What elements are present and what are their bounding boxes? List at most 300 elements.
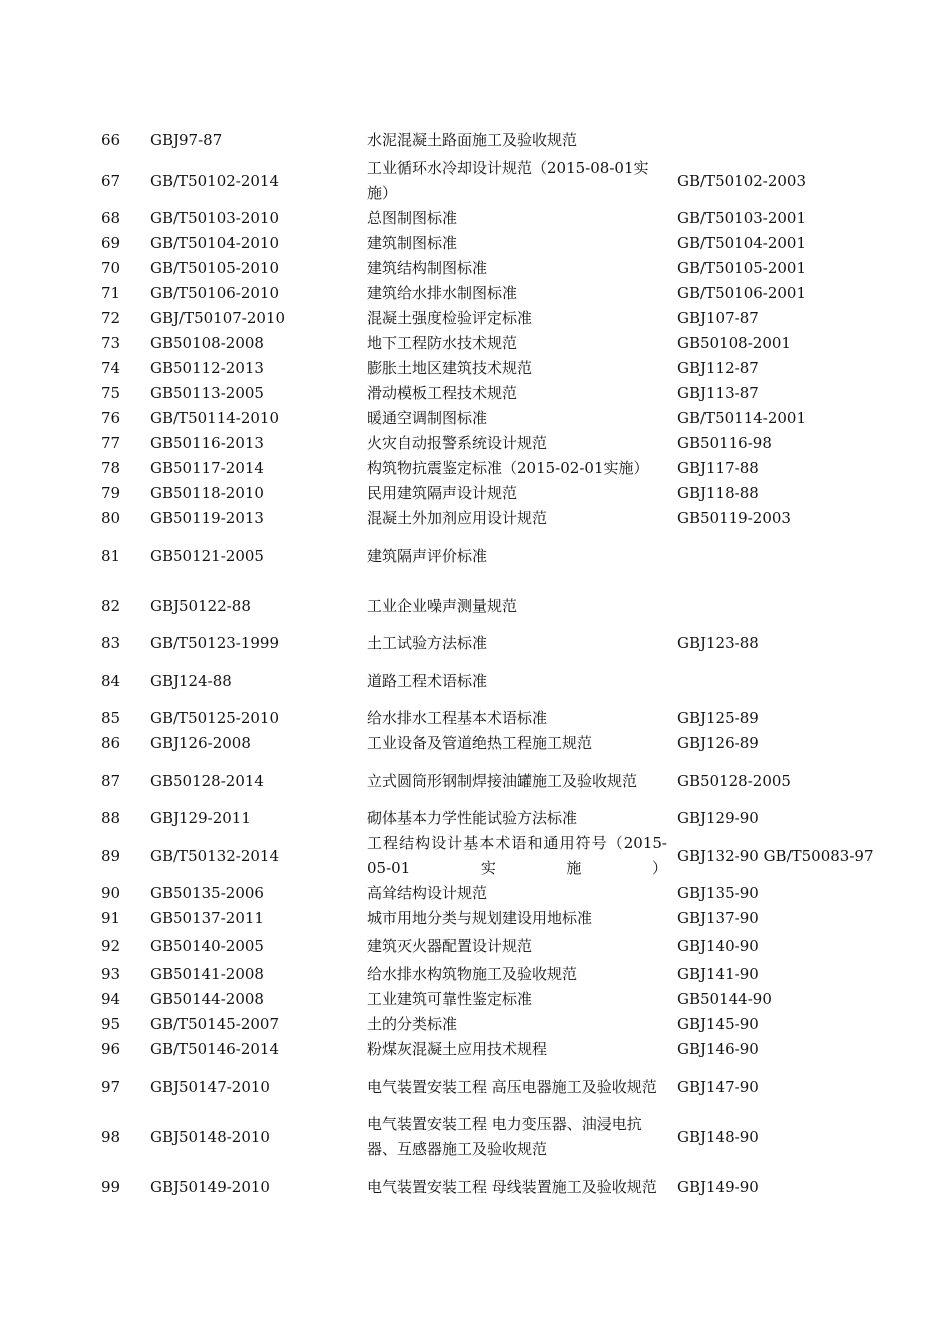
replaced-standard-cell xyxy=(677,806,947,831)
standard-code-cell xyxy=(150,631,360,656)
standard-code: GBJ97-87 xyxy=(150,131,223,149)
table-row xyxy=(0,831,950,881)
standard-name: 地下工程防水技术规范 xyxy=(367,334,518,352)
standard-name-cell xyxy=(367,356,667,381)
standard-name: 砌体基本力学性能试验方法标准 xyxy=(367,809,578,827)
standard-name: 土的分类标准 xyxy=(367,1015,458,1033)
replaced-standard: GBJ107-87 xyxy=(677,309,759,327)
standard-code-cell xyxy=(150,906,360,931)
row-number-cell xyxy=(101,1112,141,1162)
standard-code-cell xyxy=(150,531,360,581)
replaced-standard: GBJ118-88 xyxy=(677,484,759,502)
standard-code: GBJ126-2008 xyxy=(150,734,251,752)
standard-name-cell xyxy=(367,306,667,331)
row-number: 95 xyxy=(101,1015,121,1033)
row-number: 68 xyxy=(101,209,121,227)
replaced-standard-cell xyxy=(677,1062,947,1112)
table-row xyxy=(0,906,950,931)
standard-name: 建筑结构制图标准 xyxy=(367,259,488,277)
standard-code-cell xyxy=(150,356,360,381)
row-number-cell xyxy=(101,481,141,506)
standard-name: 高耸结构设计规范 xyxy=(367,884,488,902)
standard-code: GB50119-2013 xyxy=(150,509,264,527)
row-number-cell xyxy=(101,125,141,156)
standard-name-cell xyxy=(367,481,667,506)
standard-code-cell xyxy=(150,456,360,481)
standard-name: 建筑制图标准 xyxy=(367,234,458,252)
standard-name-cell xyxy=(367,506,667,531)
standard-code-cell xyxy=(150,156,360,206)
table-row xyxy=(0,1037,950,1062)
row-number-cell xyxy=(101,581,141,631)
standard-name-cell xyxy=(367,731,667,756)
standard-code: GB50117-2014 xyxy=(150,459,264,477)
replaced-standard: GB50119-2003 xyxy=(677,509,791,527)
standard-code: GB50118-2010 xyxy=(150,484,264,502)
row-number-cell xyxy=(101,1162,141,1212)
standard-name-cell xyxy=(367,431,667,456)
standard-code: GB/T50132-2014 xyxy=(150,846,280,865)
standard-code: GBJ/T50107-2010 xyxy=(150,309,286,327)
replaced-standard-cell xyxy=(677,306,947,331)
standard-code-cell xyxy=(150,656,360,706)
standard-code: GB/T50105-2010 xyxy=(150,259,280,277)
standard-code: GB50113-2005 xyxy=(150,384,264,402)
replaced-standard-cell xyxy=(677,231,947,256)
row-number-cell xyxy=(101,656,141,706)
standard-code: GBJ129-2011 xyxy=(150,809,251,827)
replaced-standard-cell xyxy=(677,1162,947,1212)
table-row xyxy=(0,156,950,206)
standard-code-cell xyxy=(150,231,360,256)
replaced-standard: GBJ123-88 xyxy=(677,634,759,652)
table-row xyxy=(0,381,950,406)
standard-code: GB50144-2008 xyxy=(150,990,264,1008)
standard-name-cell xyxy=(367,962,667,987)
table-row xyxy=(0,987,950,1012)
table-row xyxy=(0,281,950,306)
replaced-standard: GBJ148-90 xyxy=(677,1127,759,1146)
row-number-cell xyxy=(101,281,141,306)
row-number-cell xyxy=(101,1062,141,1112)
replaced-standard-cell xyxy=(677,987,947,1012)
replaced-standard: GBJ129-90 xyxy=(677,809,759,827)
row-number-cell xyxy=(101,987,141,1012)
row-number: 78 xyxy=(101,459,121,477)
standard-name: 工业企业噪声测量规范 xyxy=(367,596,518,615)
row-number: 94 xyxy=(101,990,121,1008)
replaced-standard: GBJ117-88 xyxy=(677,459,759,477)
standard-code: GB/T50123-1999 xyxy=(150,634,280,652)
row-number-cell xyxy=(101,756,141,806)
row-number-cell xyxy=(101,506,141,531)
replaced-standard: GB50108-2001 xyxy=(677,334,791,352)
replaced-standard: GB50116-98 xyxy=(677,434,772,452)
standard-code: GB/T50103-2010 xyxy=(150,209,280,227)
standard-code-cell xyxy=(150,506,360,531)
standard-name-cell xyxy=(367,656,667,706)
standard-name-cell xyxy=(367,756,667,806)
standard-name: 工业循环水冷却设计规范（2015-08-01实施） xyxy=(367,159,649,202)
replaced-standard: GBJ146-90 xyxy=(677,1040,759,1058)
row-number: 74 xyxy=(101,359,121,377)
row-number: 99 xyxy=(101,1177,121,1196)
replaced-standard-cell xyxy=(677,756,947,806)
standards-table xyxy=(0,125,950,1212)
replaced-standard-cell xyxy=(677,406,947,431)
standard-code: GBJ124-88 xyxy=(150,671,232,690)
row-number-cell xyxy=(101,156,141,206)
row-number-cell xyxy=(101,962,141,987)
standard-code-cell xyxy=(150,1037,360,1062)
standard-code-cell xyxy=(150,987,360,1012)
standard-code: GB50108-2008 xyxy=(150,334,264,352)
row-number: 69 xyxy=(101,234,121,252)
standard-code: GB/T50104-2010 xyxy=(150,234,280,252)
row-number: 90 xyxy=(101,884,121,902)
table-row xyxy=(0,706,950,731)
table-row xyxy=(0,931,950,962)
standard-name-cell xyxy=(367,581,667,631)
row-number-cell xyxy=(101,1037,141,1062)
standard-code-cell xyxy=(150,831,360,881)
replaced-standard: GBJ140-90 xyxy=(677,937,759,955)
table-row xyxy=(0,231,950,256)
standard-code: GB/T50146-2014 xyxy=(150,1040,280,1058)
standard-code-cell xyxy=(150,281,360,306)
replaced-standard: GB/T50106-2001 xyxy=(677,284,807,302)
standard-name: 电气装置安装工程 高压电器施工及验收规范 xyxy=(367,1077,657,1096)
standard-name-cell xyxy=(367,156,667,206)
standard-code: GB/T50102-2014 xyxy=(150,171,280,190)
standard-code-cell xyxy=(150,481,360,506)
standard-code: GB50116-2013 xyxy=(150,434,264,452)
row-number-cell xyxy=(101,931,141,962)
table-row xyxy=(0,1112,950,1162)
row-number: 80 xyxy=(101,509,121,527)
standard-name: 建筑给水排水制图标准 xyxy=(367,284,518,302)
replaced-standard: GBJ137-90 xyxy=(677,909,759,927)
standard-name: 给水排水工程基本术语标准 xyxy=(367,709,548,727)
standard-name-cell xyxy=(367,206,667,231)
row-number: 67 xyxy=(101,171,121,190)
replaced-standard: GB50128-2005 xyxy=(677,771,791,790)
row-number: 97 xyxy=(101,1077,121,1096)
row-number-cell xyxy=(101,631,141,656)
row-number: 70 xyxy=(101,259,121,277)
table-row xyxy=(0,506,950,531)
standard-code-cell xyxy=(150,756,360,806)
standard-code: GB50141-2008 xyxy=(150,965,264,983)
standard-code: GB50137-2011 xyxy=(150,909,264,927)
standard-name: 膨胀土地区建筑技术规范 xyxy=(367,359,533,377)
replaced-standard: GBJ125-89 xyxy=(677,709,759,727)
standard-code: GB/T50145-2007 xyxy=(150,1015,280,1033)
standard-name-cell xyxy=(367,381,667,406)
standard-name-cell xyxy=(367,256,667,281)
standard-name-cell xyxy=(367,931,667,962)
row-number-cell xyxy=(101,806,141,831)
standard-name-cell xyxy=(367,906,667,931)
standard-name: 电气装置安装工程 电力变压器、油浸电抗器、互感器施工及验收规范 xyxy=(367,1115,642,1158)
row-number-cell xyxy=(101,881,141,906)
standard-name: 水泥混凝土路面施工及验收规范 xyxy=(367,131,578,149)
standard-name-cell xyxy=(367,1012,667,1037)
row-number-cell xyxy=(101,381,141,406)
standard-name: 民用建筑隔声设计规范 xyxy=(367,484,518,502)
row-number: 82 xyxy=(101,596,121,615)
standard-code: GB50112-2013 xyxy=(150,359,264,377)
replaced-standard-cell xyxy=(677,531,947,581)
table-row xyxy=(0,1012,950,1037)
replaced-standard-cell xyxy=(677,431,947,456)
standard-name: 道路工程术语标准 xyxy=(367,671,488,690)
table-row xyxy=(0,356,950,381)
standard-code-cell xyxy=(150,581,360,631)
table-row xyxy=(0,1162,950,1212)
standard-code-cell xyxy=(150,1162,360,1212)
standard-code: GB50140-2005 xyxy=(150,937,264,955)
replaced-standard-cell xyxy=(677,331,947,356)
row-number: 76 xyxy=(101,409,121,427)
row-number: 91 xyxy=(101,909,121,927)
replaced-standard-cell xyxy=(677,831,947,881)
row-number-cell xyxy=(101,256,141,281)
standard-code-cell xyxy=(150,256,360,281)
replaced-standard: GBJ126-89 xyxy=(677,734,759,752)
table-row xyxy=(0,1062,950,1112)
table-row xyxy=(0,331,950,356)
standard-code-cell xyxy=(150,125,360,156)
standard-name: 电气装置安装工程 母线装置施工及验收规范 xyxy=(367,1177,657,1196)
replaced-standard: GBJ113-87 xyxy=(677,384,759,402)
standard-code-cell xyxy=(150,306,360,331)
row-number: 73 xyxy=(101,334,121,352)
standard-name-cell xyxy=(367,331,667,356)
standard-code: GB/T50114-2010 xyxy=(150,409,280,427)
standard-code: GBJ50149-2010 xyxy=(150,1177,270,1196)
row-number: 86 xyxy=(101,734,121,752)
table-row xyxy=(0,731,950,756)
standard-name: 混凝土外加剂应用设计规范 xyxy=(367,509,548,527)
standard-code-cell xyxy=(150,431,360,456)
row-number-cell xyxy=(101,531,141,581)
standard-name-cell xyxy=(367,1162,667,1212)
standard-name: 城市用地分类与规划建设用地标准 xyxy=(367,909,593,927)
standard-name-cell xyxy=(367,806,667,831)
row-number: 84 xyxy=(101,671,121,690)
row-number-cell xyxy=(101,706,141,731)
standard-name: 工业建筑可靠性鉴定标准 xyxy=(367,990,533,1008)
row-number: 89 xyxy=(101,846,121,865)
row-number: 93 xyxy=(101,965,121,983)
table-row xyxy=(0,431,950,456)
standard-code-cell xyxy=(150,881,360,906)
replaced-standard-cell xyxy=(677,206,947,231)
table-row xyxy=(0,481,950,506)
standard-name-cell xyxy=(367,881,667,906)
standard-name: 土工试验方法标准 xyxy=(367,634,488,652)
standard-name-cell xyxy=(367,1037,667,1062)
standard-name: 建筑灭火器配置设计规范 xyxy=(367,937,533,955)
table-row xyxy=(0,581,950,631)
standard-name-cell xyxy=(367,987,667,1012)
table-row xyxy=(0,306,950,331)
standard-code-cell xyxy=(150,206,360,231)
table-row xyxy=(0,456,950,481)
standard-name-cell xyxy=(367,631,667,656)
standard-code: GB/T50125-2010 xyxy=(150,709,280,727)
row-number: 75 xyxy=(101,384,121,402)
replaced-standard-cell xyxy=(677,962,947,987)
replaced-standard-cell xyxy=(677,1037,947,1062)
row-number: 87 xyxy=(101,771,121,790)
row-number: 85 xyxy=(101,709,121,727)
table-row xyxy=(0,756,950,806)
replaced-standard-cell xyxy=(677,506,947,531)
replaced-standard-cell xyxy=(677,881,947,906)
replaced-standard-cell xyxy=(677,931,947,962)
standard-code-cell xyxy=(150,731,360,756)
replaced-standard-cell xyxy=(677,381,947,406)
replaced-standard: GBJ135-90 xyxy=(677,884,759,902)
standard-code-cell xyxy=(150,706,360,731)
standard-name-cell xyxy=(367,1062,667,1112)
replaced-standard-cell xyxy=(677,706,947,731)
row-number: 81 xyxy=(101,546,121,565)
standard-code-cell xyxy=(150,1112,360,1162)
row-number: 88 xyxy=(101,809,121,827)
standard-name-cell xyxy=(367,831,667,881)
standard-name-cell xyxy=(367,281,667,306)
row-number-cell xyxy=(101,356,141,381)
replaced-standard: GB50144-90 xyxy=(677,990,772,1008)
replaced-standard: GBJ145-90 xyxy=(677,1015,759,1033)
replaced-standard-cell xyxy=(677,1112,947,1162)
standard-name-cell xyxy=(367,125,667,156)
standard-name: 建筑隔声评价标准 xyxy=(367,546,488,565)
standard-name-cell xyxy=(367,531,667,581)
standard-code-cell xyxy=(150,1062,360,1112)
row-number-cell xyxy=(101,406,141,431)
replaced-standard-cell xyxy=(677,581,947,631)
standard-name-cell xyxy=(367,706,667,731)
replaced-standard-cell xyxy=(677,125,947,156)
standard-code: GB50121-2005 xyxy=(150,546,264,565)
standard-code: GBJ50148-2010 xyxy=(150,1127,270,1146)
row-number-cell xyxy=(101,456,141,481)
row-number-cell xyxy=(101,331,141,356)
table-row xyxy=(0,962,950,987)
replaced-standard: GB/T50114-2001 xyxy=(677,409,807,427)
row-number: 92 xyxy=(101,937,121,955)
row-number: 72 xyxy=(101,309,121,327)
standard-name-cell xyxy=(367,456,667,481)
row-number-cell xyxy=(101,1012,141,1037)
standard-name: 粉煤灰混凝土应用技术规程 xyxy=(367,1040,548,1058)
replaced-standard: GB/T50104-2001 xyxy=(677,234,807,252)
standard-name-cell xyxy=(367,231,667,256)
standard-name: 工业设备及管道绝热工程施工规范 xyxy=(367,734,593,752)
replaced-standard: GB/T50102-2003 xyxy=(677,171,807,190)
standard-name: 总图制图标准 xyxy=(367,209,458,227)
table-row xyxy=(0,881,950,906)
table-row xyxy=(0,631,950,656)
row-number: 83 xyxy=(101,634,121,652)
replaced-standard-cell xyxy=(677,1012,947,1037)
standard-code-cell xyxy=(150,381,360,406)
standard-code-cell xyxy=(150,331,360,356)
row-number-cell xyxy=(101,906,141,931)
row-number: 79 xyxy=(101,484,121,502)
replaced-standard-cell xyxy=(677,631,947,656)
table-row xyxy=(0,531,950,581)
table-row xyxy=(0,806,950,831)
replaced-standard: GB/T50103-2001 xyxy=(677,209,807,227)
standard-code-cell xyxy=(150,962,360,987)
standard-name: 构筑物抗震鉴定标准（2015-02-01实施） xyxy=(367,459,649,477)
replaced-standard-cell xyxy=(677,456,947,481)
standard-name: 工程结构设计基本术语和通用符号（2015-05-01实施） xyxy=(367,834,667,877)
standard-code: GBJ50147-2010 xyxy=(150,1077,270,1096)
standard-code: GB50128-2014 xyxy=(150,771,264,790)
replaced-standard: GBJ112-87 xyxy=(677,359,759,377)
standard-name-cell xyxy=(367,1112,667,1162)
replaced-standard-cell xyxy=(677,281,947,306)
standard-code-cell xyxy=(150,406,360,431)
standard-name: 给水排水构筑物施工及验收规范 xyxy=(367,965,578,983)
replaced-standard: GBJ132-90 GB/T50083-97 xyxy=(677,846,874,865)
row-number: 96 xyxy=(101,1040,121,1058)
row-number-cell xyxy=(101,431,141,456)
standard-name: 暖通空调制图标准 xyxy=(367,409,488,427)
replaced-standard: GBJ147-90 xyxy=(677,1077,759,1096)
replaced-standard: GBJ149-90 xyxy=(677,1177,759,1196)
row-number-cell xyxy=(101,231,141,256)
standard-name: 火灾自动报警系统设计规范 xyxy=(367,434,548,452)
table-row xyxy=(0,206,950,231)
standard-name: 混凝土强度检验评定标准 xyxy=(367,309,533,327)
row-number: 77 xyxy=(101,434,121,452)
replaced-standard: GBJ141-90 xyxy=(677,965,759,983)
replaced-standard-cell xyxy=(677,356,947,381)
row-number: 66 xyxy=(101,131,121,149)
table-row xyxy=(0,406,950,431)
replaced-standard-cell xyxy=(677,656,947,706)
row-number: 98 xyxy=(101,1127,121,1146)
table-row xyxy=(0,256,950,281)
standard-code-cell xyxy=(150,1012,360,1037)
replaced-standard-cell xyxy=(677,906,947,931)
standard-name: 滑动模板工程技术规范 xyxy=(367,384,518,402)
replaced-standard-cell xyxy=(677,256,947,281)
replaced-standard-cell xyxy=(677,731,947,756)
row-number: 71 xyxy=(101,284,121,302)
row-number-cell xyxy=(101,731,141,756)
standard-name: 立式圆筒形钢制焊接油罐施工及验收规范 xyxy=(367,771,638,790)
replaced-standard-cell xyxy=(677,481,947,506)
standard-name-cell xyxy=(367,406,667,431)
replaced-standard-cell xyxy=(677,156,947,206)
standard-code-cell xyxy=(150,931,360,962)
replaced-standard: GB/T50105-2001 xyxy=(677,259,807,277)
table-row xyxy=(0,656,950,706)
standard-code: GB50135-2006 xyxy=(150,884,264,902)
table-row xyxy=(0,125,950,156)
row-number-cell xyxy=(101,831,141,881)
row-number-cell xyxy=(101,206,141,231)
row-number-cell xyxy=(101,306,141,331)
